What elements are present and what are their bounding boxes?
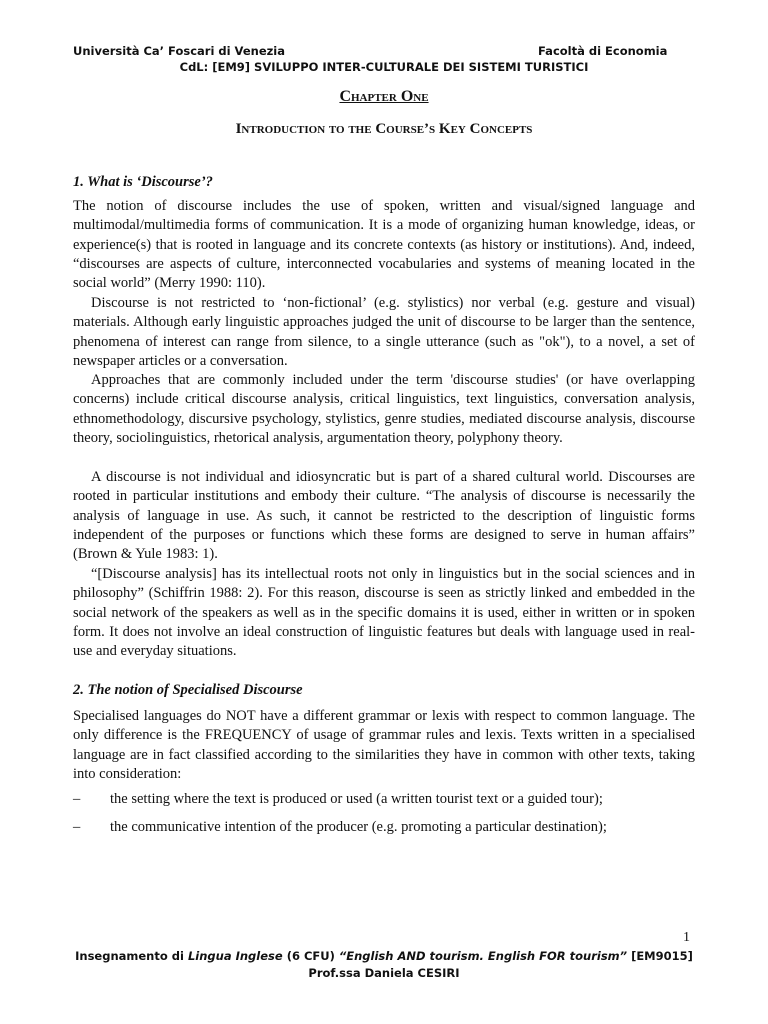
page-number: 1: [683, 930, 690, 945]
section-1-paragraph-3: Approaches that are commonly included under the term 'discourse studies' (or have overlapping concerns) include critical discourse analysis, critical linguistics, text linguistics, conversation analysis, ethnomethodology, discursive psychology, stylistics, genre studies, mediated discourse analysis, discourse theory, sociolinguistics, rhetorical analysis, argumentation theory, polyphony theory.: [73, 372, 695, 446]
section-1-paragraph-4: A discourse is not individual and idiosyncratic but is part of a shared cultural world. Discourses are rooted in particular institutions and embody their culture. “The analysis of discourse is necessarily the analysis of language in use. As such, it cannot be restricted to the description of linguistic forms independent of the purposes or functions which these forms are designed to serve in human affairs” (Brown & Yule 1983: 1).: [73, 469, 695, 563]
list-dash: –: [73, 791, 81, 807]
footer-course-title: “English AND tourism. English FOR tourism”: [338, 949, 628, 963]
header-course: CdL: [EM9] SVILUPPO INTER-CULTURALE DEI SISTEMI TURISTICI: [179, 60, 589, 74]
section-1-paragraph-2: Discourse is not restricted to ‘non-fictional’ (e.g. stylistics) nor verbal (e.g. gesture and visual) materials. Although early linguistic approaches judged the unit of discourse to be larger than the sentence, phenomena of interest can range from silence, to a single utterance (such as "ok"), to a novel, a set of newspaper articles or a conversation.: [73, 295, 695, 369]
footer-prefix: Insegnamento di: [75, 949, 188, 963]
section-2-title: 2. The notion of Specialised Discourse: [73, 682, 303, 698]
list-item-text: the setting where the text is produced or used (a written tourist text or a guided tour);: [110, 791, 603, 807]
section-1-paragraph-5: “[Discourse analysis] has its intellectual roots not only in linguistics but in the social sciences and in philosophy” (Schiffrin 1988: 2). For this reason, discourse is seen as strictly linked and embedded in the social network of the speakers as well as in the specific domains it is used, either in written or in spoken form. It does not involve an ideal construction of linguistic features but deals with language used in real-use and everyday situations.: [73, 566, 695, 660]
section-1-paragraph-1: The notion of discourse includes the use of spoken, written and visual/signed language and multimodal/multimedia forms of communication. It is a mode of organizing human knowledge, ideas, or experience(s) that is rooted in language and its concrete contexts (as history or institutions). And, indeed, “discourses are aspects of culture, interconnected vocabularies and systems of meaning located in the social world” (Merry 1990: 110).: [73, 198, 695, 292]
footer-code: [EM9015]: [627, 949, 693, 963]
footer-course-line: [0, 949, 768, 963]
list-dash: –: [73, 819, 81, 835]
footer-cfu: (6 CFU): [282, 949, 339, 963]
section-1-title: 1. What is ‘Discourse’?: [73, 174, 213, 190]
section-2-paragraph-1: Specialised languages do NOT have a different grammar or lexis with respect to common language. The only difference is the FREQUENCY of usage of grammar rules and lexis. Texts written in a specialised language are in fact classified according to the similarities they have in common with other texts, taking into consideration:: [73, 708, 695, 782]
chapter-title: Chapter One: [339, 88, 429, 105]
chapter-subtitle: Introduction to the Course’s Key Concepts: [235, 121, 533, 137]
footer-professor: Prof.ssa Daniela CESIRI: [308, 966, 460, 980]
header-university: Università Ca’ Foscari di Venezia: [73, 44, 286, 58]
header-faculty: Facoltà di Economia: [538, 44, 668, 58]
footer-subject: Lingua Inglese: [187, 949, 283, 963]
list-item-text: the communicative intention of the producer (e.g. promoting a particular destination);: [110, 819, 607, 835]
